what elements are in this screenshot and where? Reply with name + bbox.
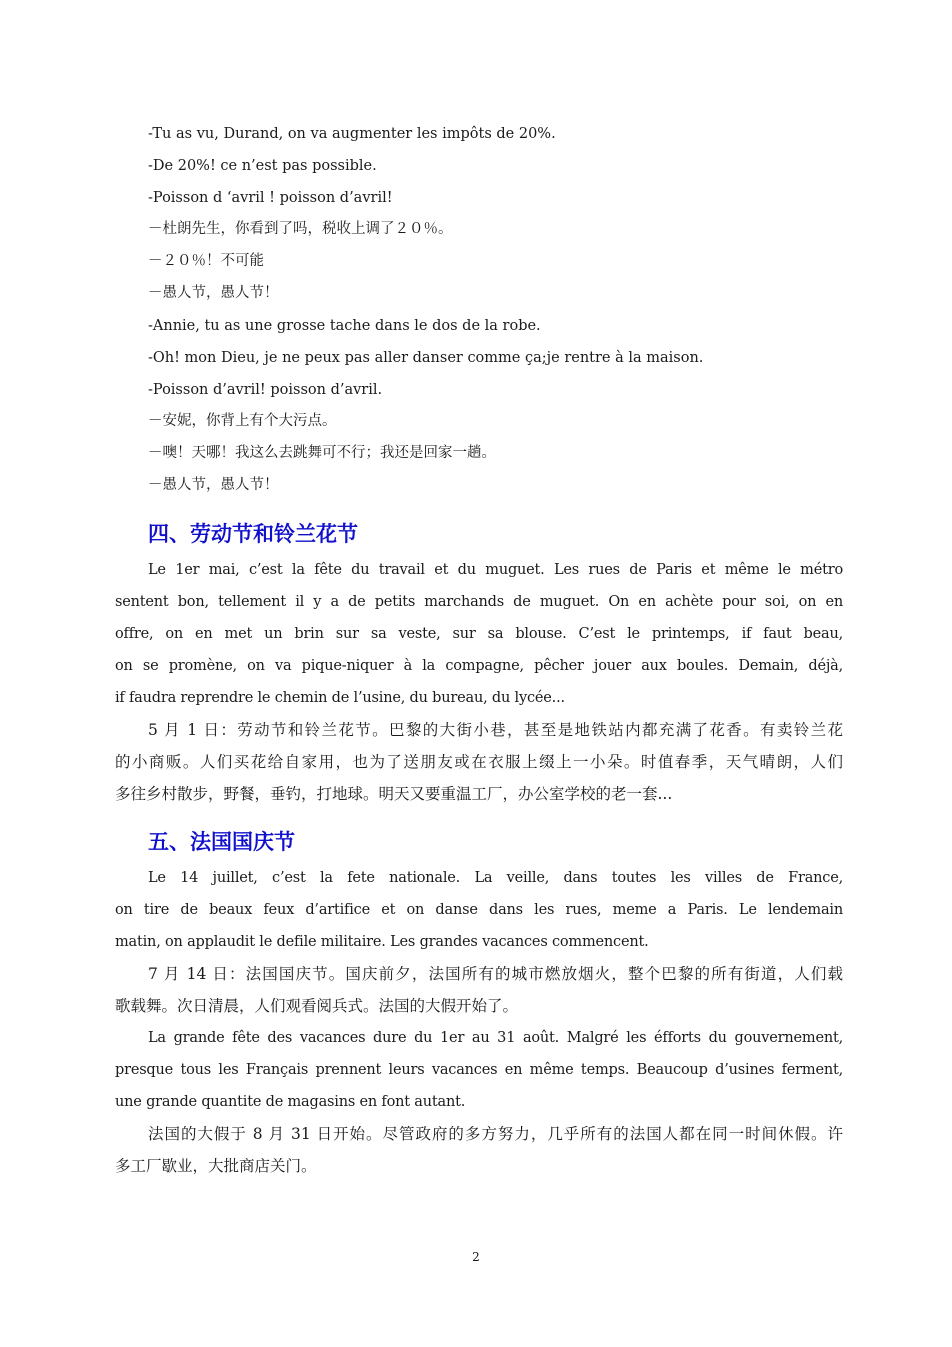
page-number: 2 <box>472 1250 480 1264</box>
dialogue-line: －愚人节，愚人节！ <box>148 285 279 301</box>
paragraph-line: presque tous les Français prennent leurs vacances en même temps. Beaucoup d’usines ferment, <box>115 1062 843 1078</box>
paragraph-line: Le 1er mai, c’est la fête du travail et du muguet. Les rues de Paris et même le métro <box>148 562 843 578</box>
april-fools-dialogue <box>115 118 843 502</box>
paragraph-line: 7 月 14 日：法国国庆节。国庆前夕，法国所有的城市燃放烟火，整个巴黎的所有街道，人们载 <box>148 965 843 983</box>
dialogue-line: -Poisson d’avril! poisson d’avril. <box>148 382 383 398</box>
dialogue-line: -Tu as vu, Durand, on va augmenter les impôts de 20%. <box>148 126 556 142</box>
paragraph-vacances-chinese <box>115 1118 843 1182</box>
paragraph-labor-day-french <box>115 554 843 714</box>
paragraph-national-day-chinese <box>115 958 843 1022</box>
dialogue-line: －２０％！不可能 <box>148 253 264 269</box>
paragraph-line: La grande fête des vacances dure du 1er au 31 août. Malgré les éfforts du gouvernement, <box>148 1030 843 1046</box>
dialogue-line: －噢！天哪！我这么去跳舞可不行；我还是回家一趟。 <box>148 445 496 461</box>
paragraph-line: 法国的大假于 8 月 31 日开始。尽管政府的多方努力，几乎所有的法国人都在同一时间休假。许 <box>148 1125 843 1143</box>
section-heading-national-day: 五、法国国庆节 <box>148 829 295 854</box>
dialogue-line: -Annie, tu as une grosse tache dans le dos de la robe. <box>148 318 541 334</box>
paragraph-line: matin, on applaudit le defile militaire. Les grandes vacances commencent. <box>115 934 649 950</box>
dialogue-line: －安妮，你背上有个大污点。 <box>148 413 337 429</box>
page-content <box>115 118 843 1182</box>
paragraph-line: 5 月 1 日：劳动节和铃兰花节。巴黎的大街小巷，甚至是地铁站内都充满了花香。有卖铃兰花 <box>148 721 843 739</box>
paragraph-vacances-french <box>115 1022 843 1118</box>
paragraph-line: 多工厂歇业，大批商店关门。 <box>115 1157 317 1175</box>
paragraph-line: une grande quantite de magasins en font autant. <box>115 1094 466 1110</box>
dialogue-line: -Poisson d ‘avril ! poisson d’avril! <box>148 190 393 206</box>
paragraph-line: on tire de beaux feux d’artifice et on danse dans les rues, meme a Paris. Le lendemain <box>115 902 843 918</box>
paragraph-line: sentent bon, tellement il y a de petits marchands de muguet. On en achète pour soi, on en <box>115 594 843 610</box>
dialogue-line: -Oh! mon Dieu, je ne peux pas aller danser comme ça;je rentre à la maison. <box>148 350 704 366</box>
paragraph-line: 歌载舞。次日清晨，人们观看阅兵式。法国的大假开始了。 <box>115 997 519 1015</box>
paragraph-national-day-french <box>115 862 843 958</box>
dialogue-line: －杜朗先生，你看到了吗，税收上调了２０％。 <box>148 221 453 237</box>
paragraph-line: if faudra reprendre le chemin de l’usine, du bureau, du lycée... <box>115 690 565 706</box>
section-heading-labor-day: 四、劳动节和铃兰花节 <box>148 521 358 546</box>
paragraph-line: 的小商贩。人们买花给自家用，也为了送朋友或在衣服上缀上一小朵。时值春季，天气晴朗，人们 <box>115 753 843 771</box>
paragraph-line: on se promène, on va pique-niquer à la compagne, pêcher jouer aux boules. Demain, déjà, <box>115 658 843 674</box>
paragraph-labor-day-chinese <box>115 714 843 810</box>
dialogue-line: －愚人节，愚人节！ <box>148 477 279 493</box>
paragraph-line: Le 14 juillet, c’est la fete nationale. La veille, dans toutes les villes de France, <box>148 870 843 886</box>
paragraph-line: offre, on en met un brin sur sa veste, sur sa blouse. C’est le printemps, if faut beau, <box>115 626 843 642</box>
paragraph-line: 多往乡村散步，野餐，垂钓，打地球。明天又要重温工厂，办公室学校的老一套... <box>115 785 673 803</box>
dialogue-line: -De 20%! ce n’est pas possible. <box>148 158 377 174</box>
